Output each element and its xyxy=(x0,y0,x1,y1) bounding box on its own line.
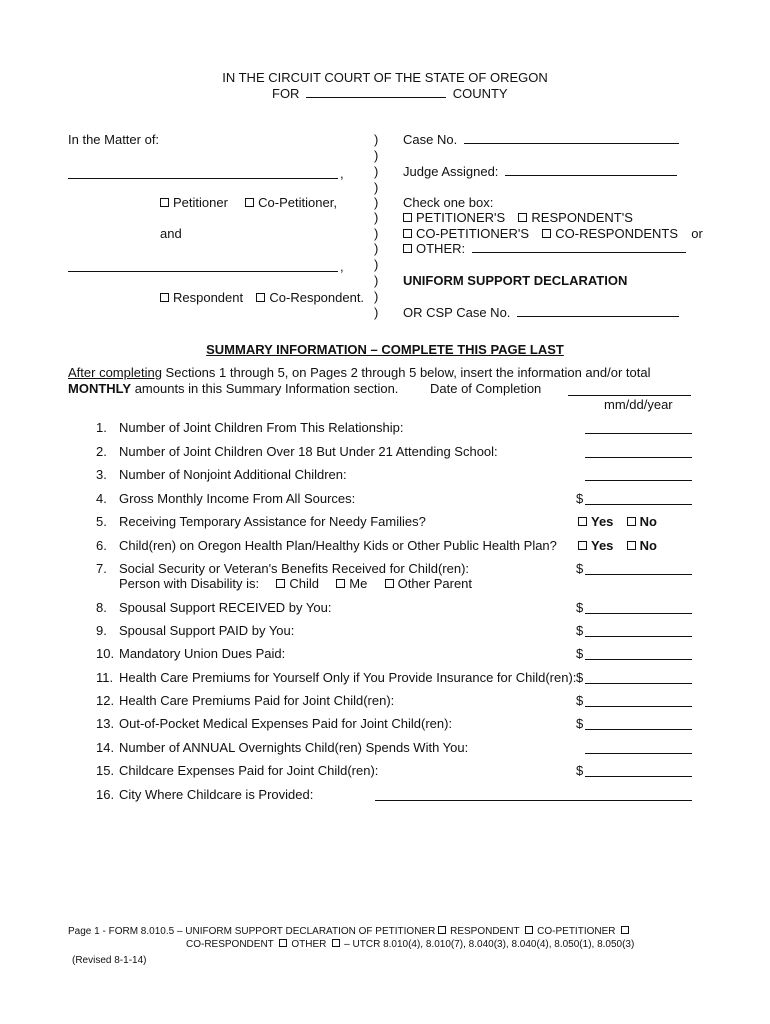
dollar-sign: $ xyxy=(576,763,584,778)
item-number: 4. xyxy=(96,491,107,506)
and-label: and xyxy=(160,226,182,241)
me-checkbox[interactable] xyxy=(336,579,345,588)
copetitioner-checkbox[interactable] xyxy=(245,198,254,207)
petitioner-checkbox[interactable] xyxy=(160,198,169,207)
item-number: 5. xyxy=(96,514,107,529)
petitioners-label: PETITIONER'S xyxy=(416,210,506,225)
item-text: Gross Monthly Income From All Sources: xyxy=(119,491,356,506)
answer-input[interactable] xyxy=(585,433,692,434)
or-label: or xyxy=(691,226,703,241)
footer-corespondent-box xyxy=(279,939,287,947)
copetitioners-checkbox[interactable] xyxy=(403,229,412,238)
paren: ) xyxy=(374,210,379,225)
dollar-sign: $ xyxy=(576,623,584,638)
answer-input[interactable] xyxy=(585,753,692,754)
judge-row xyxy=(403,164,677,179)
item-number: 13. xyxy=(96,716,115,731)
item-number: 11. xyxy=(96,670,114,685)
item-text: Out-of-Pocket Medical Expenses Paid for Joint Child(ren): xyxy=(119,716,453,731)
dollar-sign: $ xyxy=(576,670,584,685)
summary-intro-1 xyxy=(68,365,650,380)
paren: ) xyxy=(374,257,379,272)
csp-label: OR CSP Case No. xyxy=(403,305,511,320)
item-text: Social Security or Veteran's Benefits Received for Child(ren): xyxy=(119,561,470,576)
petitioner-checkboxes xyxy=(160,195,337,210)
party-row-1 xyxy=(403,210,633,225)
intro-rest: Sections 1 through 5, on Pages 2 through 5 below, insert the information and/or total xyxy=(161,365,651,380)
answer-input[interactable] xyxy=(585,480,692,481)
item-text: Health Care Premiums for Yourself Only if You Provide Insurance for Child(ren): xyxy=(119,670,577,685)
paren: ) xyxy=(374,226,379,241)
respondents-label: RESPONDENT'S xyxy=(531,210,633,225)
dollar-sign: $ xyxy=(576,600,584,615)
court-title: IN THE CIRCUIT COURT OF THE STATE OF OREGON xyxy=(222,70,548,85)
matter-label: In the Matter of: xyxy=(68,132,160,147)
disability-label: Person with Disability is: xyxy=(119,576,260,591)
yes-no-choice xyxy=(578,514,657,529)
comma: , xyxy=(340,166,344,181)
summary-intro-2 xyxy=(68,381,398,396)
paren: ) xyxy=(374,195,379,210)
case-no-row xyxy=(403,132,679,147)
no-checkbox[interactable] xyxy=(627,517,636,526)
date-input[interactable] xyxy=(568,395,691,396)
item-number: 7. xyxy=(96,561,107,576)
respondent-name-input[interactable] xyxy=(68,271,338,272)
party-row-2 xyxy=(403,226,703,241)
date-format: mm/dd/year xyxy=(604,397,673,412)
corespondents-label: CO-RESPONDENTS xyxy=(555,226,679,241)
item-number: 1. xyxy=(96,420,107,435)
judge-input[interactable] xyxy=(505,175,677,176)
corespondent-checkbox[interactable] xyxy=(256,293,265,302)
county-line xyxy=(272,86,508,101)
item-text: Childcare Expenses Paid for Joint Child(ren): xyxy=(119,763,379,778)
item-text: Number of Nonjoint Additional Children: xyxy=(119,467,347,482)
other-label: OTHER: xyxy=(416,241,466,256)
summary-heading-text: SUMMARY INFORMATION – COMPLETE THIS PAGE LAST xyxy=(206,342,564,357)
item-text: Child(ren) on Oregon Health Plan/Healthy Kids or Other Public Health Plan? xyxy=(119,538,557,553)
judge-label: Judge Assigned: xyxy=(403,164,499,179)
respondent-checkbox[interactable] xyxy=(160,293,169,302)
date-label: Date of Completion xyxy=(430,381,542,396)
item-number: 2. xyxy=(96,444,107,459)
dollar-sign: $ xyxy=(576,716,584,731)
other-checkbox[interactable] xyxy=(403,244,412,253)
other-input[interactable] xyxy=(472,252,686,253)
footer-copetitioner-text: CO-PETITIONER xyxy=(537,926,616,937)
copetitioners-label: CO-PETITIONER'S xyxy=(416,226,529,241)
case-no-input[interactable] xyxy=(464,143,679,144)
summary-heading xyxy=(0,342,770,357)
comma: , xyxy=(340,259,344,274)
answer-input[interactable] xyxy=(585,776,692,777)
yes-label: Yes xyxy=(591,514,614,529)
answer-input[interactable] xyxy=(585,636,692,637)
respondents-checkbox[interactable] xyxy=(518,213,527,222)
answer-input[interactable] xyxy=(585,613,692,614)
item-text: Number of ANNUAL Overnights Child(ren) Spends With You: xyxy=(119,740,469,755)
item-text: Mandatory Union Dues Paid: xyxy=(119,646,286,661)
no-label: No xyxy=(639,538,658,553)
item-number: 12. xyxy=(96,693,115,708)
footer-other-box xyxy=(332,939,340,947)
paren: ) xyxy=(374,164,379,179)
yes-no-choice xyxy=(578,538,657,553)
csp-row xyxy=(403,305,679,320)
answer-input[interactable] xyxy=(585,706,692,707)
item-text: Number of Joint Children Over 18 But Under 21 Attending School: xyxy=(119,444,498,459)
monthly-label: MONTHLY xyxy=(68,381,132,396)
for-label: FOR xyxy=(272,86,300,101)
other-parent-label: Other Parent xyxy=(397,576,473,591)
footer-line-2 xyxy=(186,939,634,950)
yes-checkbox[interactable] xyxy=(578,541,587,550)
disability-row xyxy=(119,576,472,591)
item-number: 9. xyxy=(96,623,107,638)
footer-line-1 xyxy=(68,926,633,937)
item-number: 15. xyxy=(96,763,115,778)
paren: ) xyxy=(374,305,379,320)
item-number: 16. xyxy=(96,787,115,802)
footer-respondent-text: RESPONDENT xyxy=(450,926,520,937)
footer-copetitioner-box xyxy=(621,926,629,934)
revised-date: (Revised 8-1-14) xyxy=(72,955,147,966)
intro-underlined: After completing xyxy=(68,365,162,380)
footer-respondent-box xyxy=(525,926,533,934)
child-checkbox[interactable] xyxy=(276,579,285,588)
footer-other-text: OTHER xyxy=(291,939,327,950)
yes-checkbox[interactable] xyxy=(578,517,587,526)
item-number: 14. xyxy=(96,740,115,755)
footer-utcr-text: – UTCR 8.010(4), 8.010(7), 8.040(3), 8.040(4), 8.050(1), 8.050(3) xyxy=(344,939,635,950)
paren: ) xyxy=(374,241,379,256)
paren: ) xyxy=(374,289,379,304)
child-label: Child xyxy=(289,576,320,591)
item-text: Health Care Premiums Paid for Joint Child(ren): xyxy=(119,693,395,708)
footer-petitioner-box xyxy=(438,926,446,934)
answer-input[interactable] xyxy=(585,574,692,575)
county-label: COUNTY xyxy=(452,86,508,101)
me-label: Me xyxy=(349,576,368,591)
paren: ) xyxy=(374,180,379,195)
petitioner-name-input[interactable] xyxy=(68,178,338,179)
item-text: Spousal Support PAID by You: xyxy=(119,623,295,638)
intro2-rest: amounts in this Summary Information section. xyxy=(131,381,399,396)
item-text: Spousal Support RECEIVED by You: xyxy=(119,600,332,615)
item-text: Receiving Temporary Assistance for Needy Families? xyxy=(119,514,426,529)
check-one-label: Check one box: xyxy=(403,195,494,210)
answer-input[interactable] xyxy=(585,659,692,660)
yes-label: Yes xyxy=(591,538,614,553)
county-input[interactable] xyxy=(306,97,446,98)
item-number: 10. xyxy=(96,646,115,661)
answer-input[interactable] xyxy=(585,457,692,458)
dollar-sign: $ xyxy=(576,693,584,708)
dollar-sign: $ xyxy=(576,646,584,661)
other-parent-checkbox[interactable] xyxy=(385,579,394,588)
item-number: 3. xyxy=(96,467,107,482)
doc-title: UNIFORM SUPPORT DECLARATION xyxy=(403,273,628,288)
paren: ) xyxy=(374,148,379,163)
no-checkbox[interactable] xyxy=(627,541,636,550)
petitioners-checkbox[interactable] xyxy=(403,213,412,222)
city-input[interactable] xyxy=(375,800,692,801)
footer-form-text: Page 1 - FORM 8.010.5 – UNIFORM SUPPORT DECLARATION OF PETITIONER xyxy=(68,926,436,937)
respondent-label: Respondent xyxy=(173,290,244,305)
answer-input[interactable] xyxy=(585,683,692,684)
copetitioner-label: Co-Petitioner, xyxy=(258,195,337,210)
answer-input[interactable] xyxy=(585,729,692,730)
item-text: City Where Childcare is Provided: xyxy=(119,787,314,802)
footer-corespondent-text: CO-RESPONDENT xyxy=(186,939,274,950)
item-text: Number of Joint Children From This Relationship: xyxy=(119,420,404,435)
answer-input[interactable] xyxy=(585,504,692,505)
corespondents-checkbox[interactable] xyxy=(542,229,551,238)
petitioner-label: Petitioner xyxy=(173,195,228,210)
dollar-sign: $ xyxy=(576,561,584,576)
csp-input[interactable] xyxy=(517,316,679,317)
dollar-sign: $ xyxy=(576,491,584,506)
corespondent-label: Co-Respondent. xyxy=(269,290,365,305)
respondent-checkboxes xyxy=(160,290,364,305)
no-label: No xyxy=(639,514,658,529)
case-no-label: Case No. xyxy=(403,132,458,147)
item-number: 8. xyxy=(96,600,107,615)
paren: ) xyxy=(374,273,379,288)
paren: ) xyxy=(374,132,379,147)
party-row-3 xyxy=(403,241,686,256)
item-number: 6. xyxy=(96,538,107,553)
